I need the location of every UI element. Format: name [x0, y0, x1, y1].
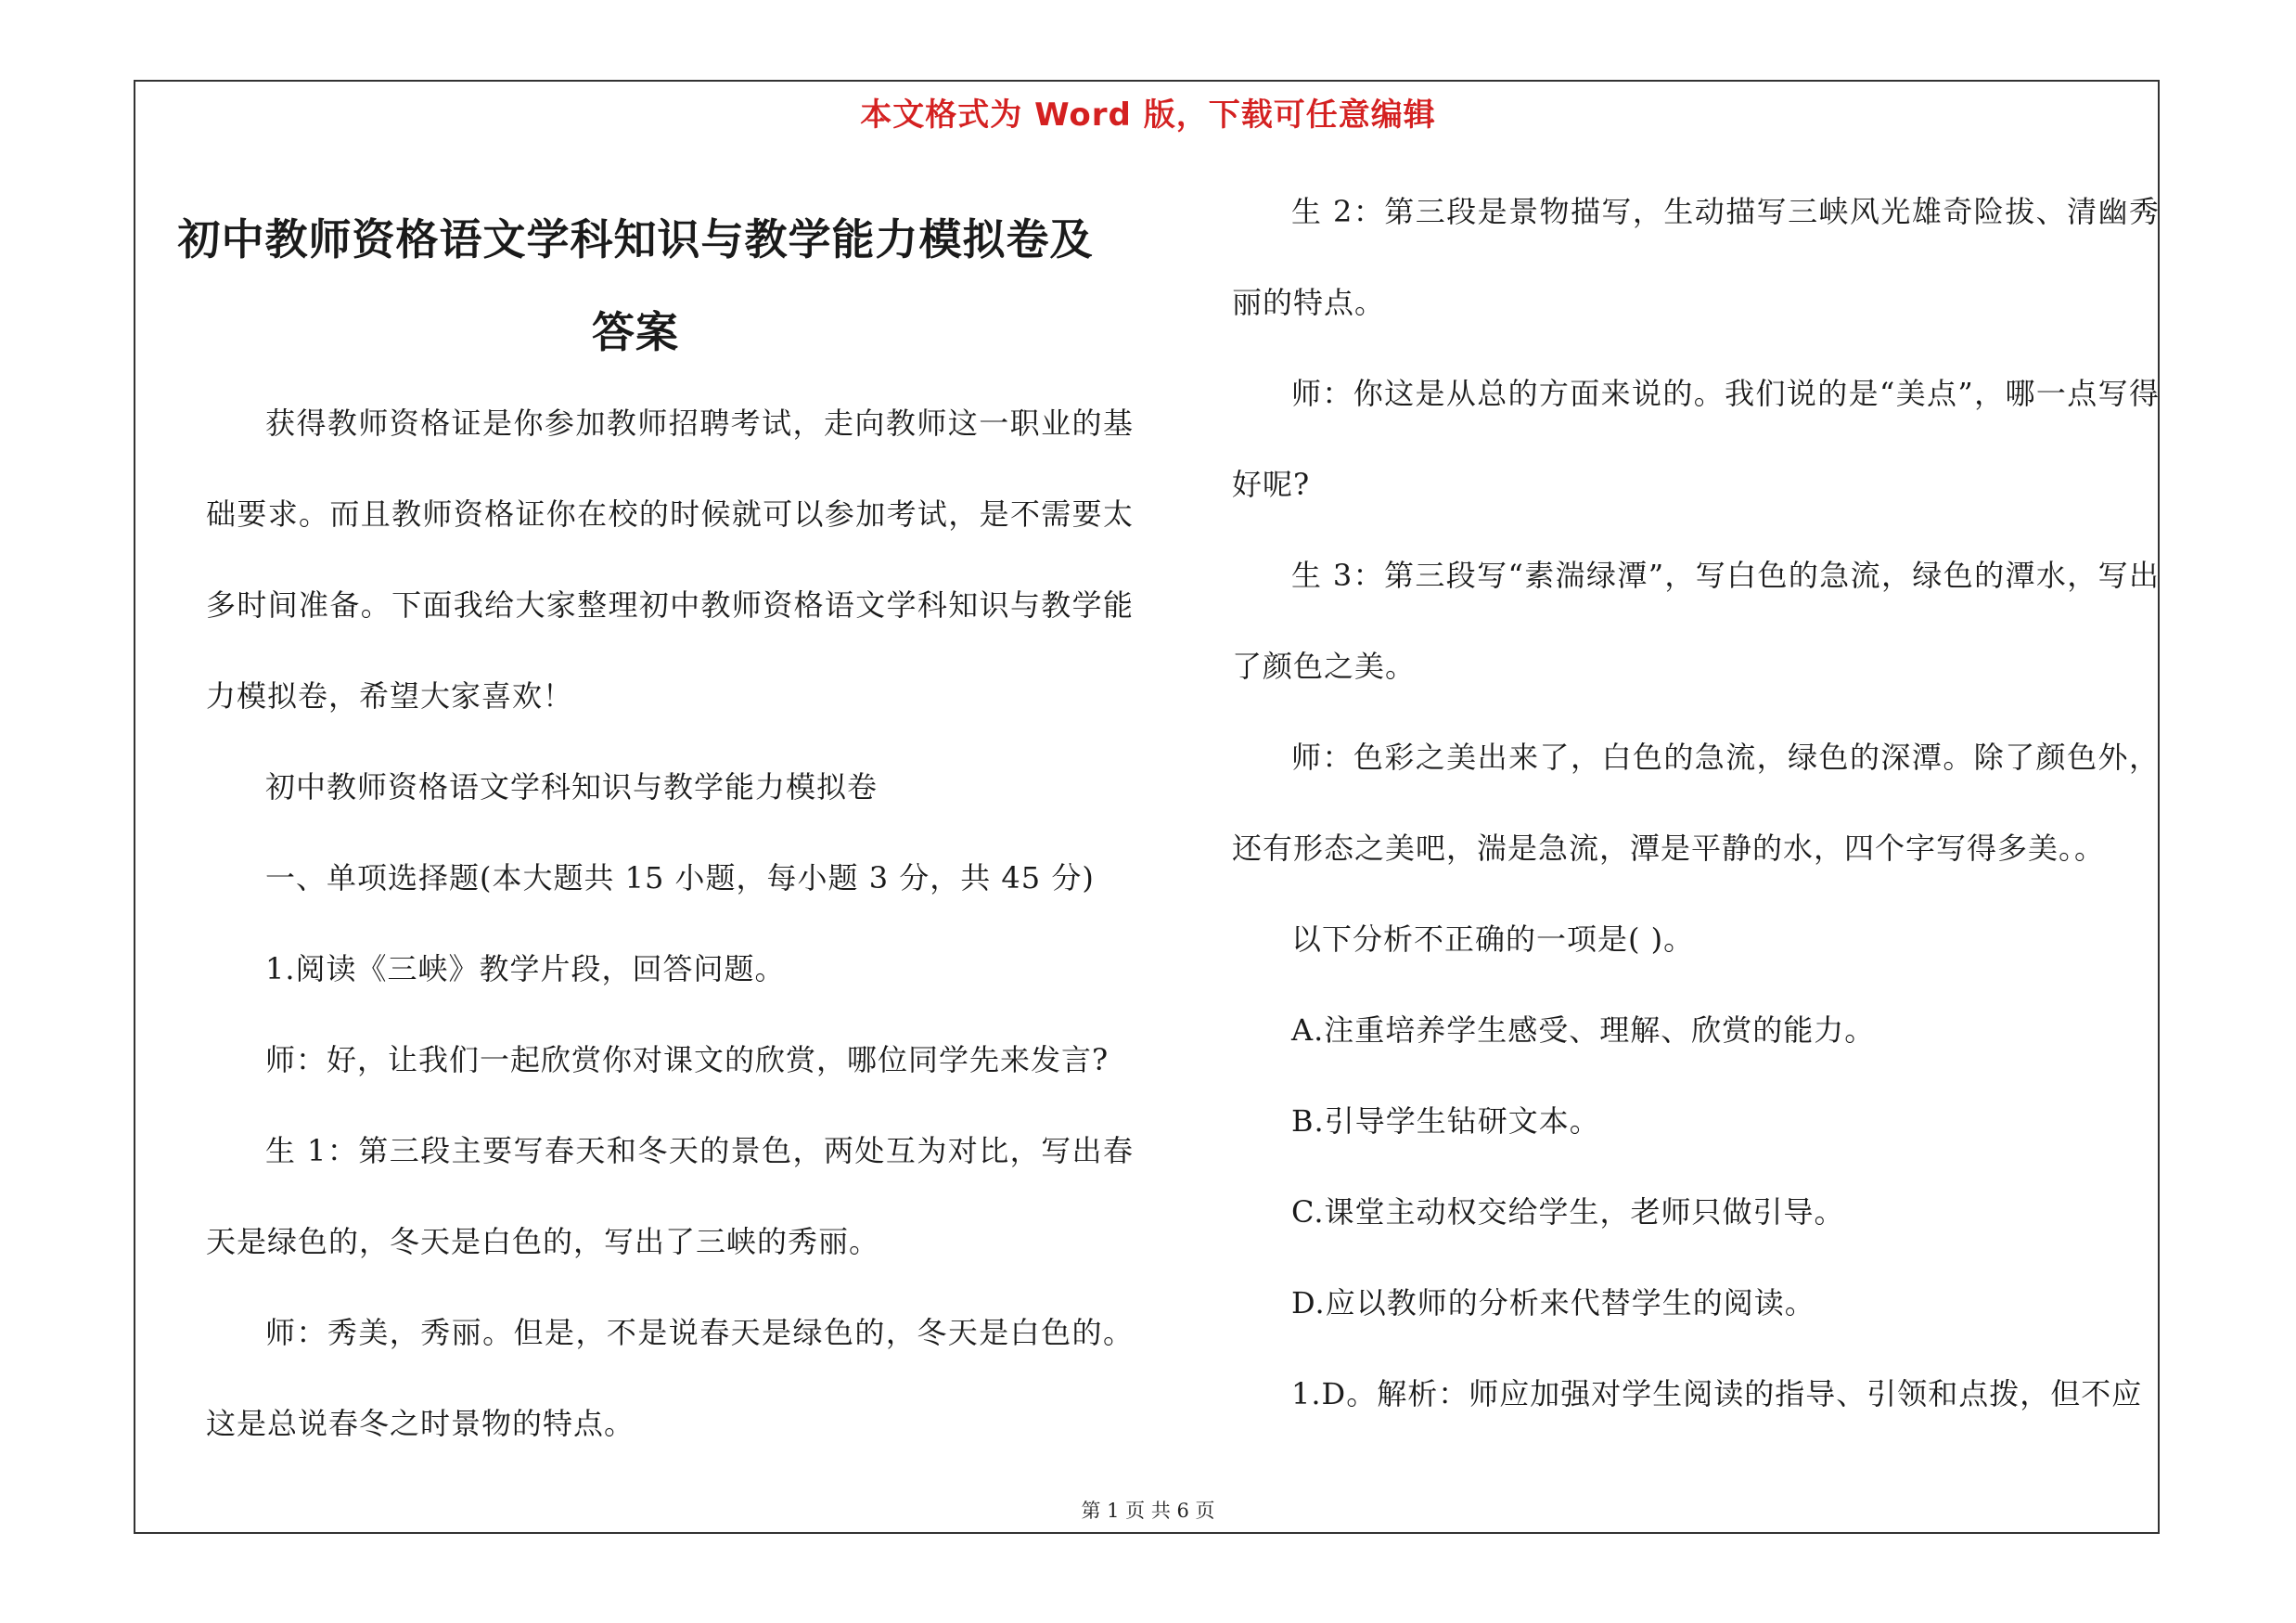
- answer-option: D.应以教师的分析来代替学生的阅读。: [1291, 1285, 1815, 1320]
- left-column: [206, 378, 1134, 1469]
- answer-option: C.课堂主动权交给学生，老师只做引导。: [1291, 1194, 1845, 1230]
- paragraph: 师：好，让我们一起欣赏你对课文的欣赏，哪位同学先来发言?: [265, 1042, 1110, 1077]
- answer-option: B.引导学生钻研文本。: [1291, 1103, 1600, 1139]
- paragraph: 生 2：第三段是景物描写，生动描写三峡风光雄奇险拔、清幽秀丽的特点。: [1232, 194, 2160, 320]
- paragraph: 初中教师资格语文学科知识与教学能力模拟卷: [265, 769, 879, 805]
- paragraph: 一、单项选择题(本大题共 15 小题，每小题 3 分，共 45 分): [265, 860, 1095, 895]
- format-banner: 本文格式为 Word 版，下载可任意编辑: [860, 97, 1436, 134]
- paragraph: 以下分析不正确的一项是( )。: [1291, 921, 1695, 957]
- paragraph: 师：秀美，秀丽。但是，不是说春天是绿色的，冬天是白色的。这是总说春冬之时景物的特点。: [206, 1315, 1134, 1441]
- paragraph: 1.阅读《三峡》教学片段，回答问题。: [265, 951, 786, 986]
- paragraph: 生 1：第三段主要写春天和冬天的景色，两处互为对比，写出春天是绿色的，冬天是白色的，写出了三峡的秀丽。: [206, 1133, 1134, 1259]
- answer-option: A.注重培养学生感受、理解、欣赏的能力。: [1291, 1012, 1876, 1048]
- right-column: [1232, 166, 2160, 1439]
- paragraph: 生 3：第三段写“素湍绿潭”，写白色的急流，绿色的潭水，写出了颜色之美。: [1232, 558, 2160, 684]
- paragraph: 获得教师资格证是你参加教师招聘考试，走向教师这一职业的基础要求。而且教师资格证你在校的时候就可以参加考试，是不需要太多时间准备。下面我给大家整理初中教师资格语文学科知识与教学能力模拟卷，希望大家喜欢！: [206, 406, 1134, 714]
- paragraph: 师：你这是从总的方面来说的。我们说的是“美点”，哪一点写得好呢?: [1232, 376, 2160, 502]
- paragraph: 1.D。解析：师应加强对学生阅读的指导、引领和点拨，但不应: [1291, 1376, 2143, 1411]
- page-footer: 第 1 页 共 6 页: [1081, 1500, 1215, 1522]
- document-title: 初中教师资格语文学科知识与教学能力模拟卷及答案: [177, 214, 1094, 357]
- paragraph: 师：色彩之美出来了，白色的急流，绿色的深潭。除了颜色外，还有形态之美吧，湍是急流，潭是平静的水，四个字写得多美。。: [1232, 740, 2160, 866]
